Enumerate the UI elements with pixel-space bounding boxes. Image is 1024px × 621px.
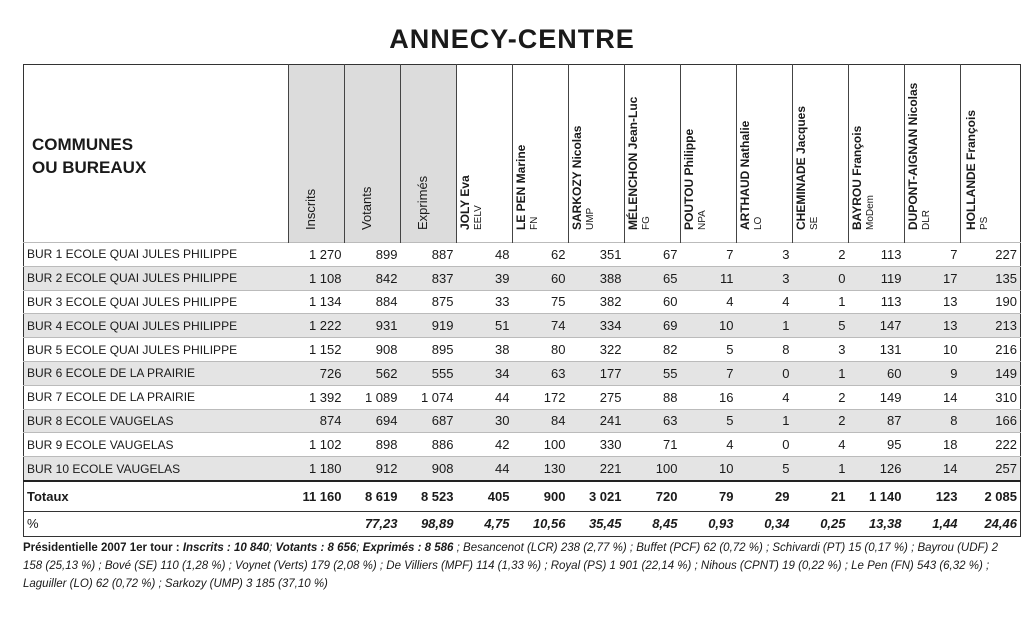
cell-4: 30 <box>457 409 513 433</box>
cell-12: 1,44 <box>905 511 961 536</box>
footnote-lead: Présidentielle 2007 1er tour : <box>23 542 180 554</box>
cell-7: 63 <box>625 409 681 433</box>
cell-5: 75 <box>513 290 569 314</box>
cell-2: 908 <box>345 338 401 362</box>
cell-10: 1 <box>793 290 849 314</box>
cell-9: 3 <box>737 266 793 290</box>
cell-2: 912 <box>345 457 401 481</box>
cell-7: 65 <box>625 266 681 290</box>
cell-2: 898 <box>345 433 401 457</box>
cell-4: 33 <box>457 290 513 314</box>
page-title: ANNECY-CENTRE <box>389 24 635 54</box>
cell-12: 14 <box>905 457 961 481</box>
cell-9: 4 <box>737 385 793 409</box>
cell-12: 13 <box>905 314 961 338</box>
cell-10: 4 <box>793 433 849 457</box>
cell-12: 17 <box>905 266 961 290</box>
cell-8: 4 <box>681 290 737 314</box>
cell-3: 895 <box>401 338 457 362</box>
cell-11: 113 <box>849 243 905 267</box>
cell-9: 8 <box>737 338 793 362</box>
cell-1: 11 160 <box>289 481 345 512</box>
cell-3: 687 <box>401 409 457 433</box>
row-label: BUR 8 ECOLE VAUGELAS <box>24 409 289 433</box>
header-row <box>24 65 1021 243</box>
row-label: BUR 2 ECOLE QUAI JULES PHILIPPE <box>24 266 289 290</box>
cell-12: 14 <box>905 385 961 409</box>
cell-13: 149 <box>961 361 1021 385</box>
cell-9: 0 <box>737 433 793 457</box>
cell-12: 8 <box>905 409 961 433</box>
cell-8: 79 <box>681 481 737 512</box>
cell-4: 34 <box>457 361 513 385</box>
cell-1: 1 108 <box>289 266 345 290</box>
cell-3: 908 <box>401 457 457 481</box>
cell-7: 60 <box>625 290 681 314</box>
cell-3: 837 <box>401 266 457 290</box>
cell-13: 216 <box>961 338 1021 362</box>
cell-3: 1 074 <box>401 385 457 409</box>
cell-8: 16 <box>681 385 737 409</box>
cell-13: 24,46 <box>961 511 1021 536</box>
cell-11: 113 <box>849 290 905 314</box>
cell-10: 1 <box>793 361 849 385</box>
table-row <box>24 290 1021 314</box>
cell-6: 221 <box>569 457 625 481</box>
cell-10: 0 <box>793 266 849 290</box>
cell-1 <box>289 511 345 536</box>
column-header-votants: Votants <box>345 65 401 243</box>
table-row <box>24 385 1021 409</box>
row-label: BUR 10 ECOLE VAUGELAS <box>24 457 289 481</box>
cell-1: 1 134 <box>289 290 345 314</box>
cell-1: 1 152 <box>289 338 345 362</box>
cell-2: 77,23 <box>345 511 401 536</box>
cell-8: 11 <box>681 266 737 290</box>
cell-8: 7 <box>681 243 737 267</box>
cell-11: 126 <box>849 457 905 481</box>
cell-2: 931 <box>345 314 401 338</box>
cell-10: 0,25 <box>793 511 849 536</box>
cell-6: 330 <box>569 433 625 457</box>
cell-11: 149 <box>849 385 905 409</box>
communes-header <box>24 65 289 243</box>
cell-12: 10 <box>905 338 961 362</box>
cell-11: 147 <box>849 314 905 338</box>
cell-7: 100 <box>625 457 681 481</box>
cell-13: 190 <box>961 290 1021 314</box>
totals-row <box>24 481 1021 512</box>
cell-9: 3 <box>737 243 793 267</box>
cell-5: 900 <box>513 481 569 512</box>
cell-1: 1 270 <box>289 243 345 267</box>
cell-13: 2 085 <box>961 481 1021 512</box>
table-row <box>24 338 1021 362</box>
cell-5: 80 <box>513 338 569 362</box>
column-header-bayrou: BAYROU François MoDem <box>849 65 905 243</box>
cell-5: 84 <box>513 409 569 433</box>
cell-10: 2 <box>793 409 849 433</box>
cell-5: 130 <box>513 457 569 481</box>
footnote-votants: Votants : 8 656 <box>275 542 357 554</box>
cell-2: 1 089 <box>345 385 401 409</box>
cell-2: 884 <box>345 290 401 314</box>
cell-9: 5 <box>737 457 793 481</box>
column-header-joly: JOLY Eva EELV <box>457 65 513 243</box>
percent-row <box>24 511 1021 536</box>
row-label: BUR 4 ECOLE QUAI JULES PHILIPPE <box>24 314 289 338</box>
communes-header-line1: COMMUNES <box>32 135 134 154</box>
column-header-dupont-aignan: DUPONT-AIGNAN Nicolas DLR <box>905 65 961 243</box>
footnote: Présidentielle 2007 1er tour : Inscrits : 10 840; Votants : 8 656; Exprimés : 8 586 ; Besancenot (LCR) 238 (2,77 %) ; Buffet (PCF) 62 (0,72 %) ; Schivardi (PT) 15 (0,17 %) ; Bayrou (UDF) 2 158 (25,13 %) ; Bové (SE) 110 (1,28 %) ; Voynet (Verts) 179 (2,08 %) ; De Villiers (MPF) 114 (1,33 %) ; Royal (PS) 1 901 (22,14 %) ; Nihous (CPNT) 19 (0,22 %) ; Le Pen (FN) 543 (6,32 %) ; Laguiller (LO) 62 (0,72 %) ; Sarkozy (UMP) 3 185 (37,10 %) <box>23 542 998 590</box>
cell-4: 51 <box>457 314 513 338</box>
cell-5: 62 <box>513 243 569 267</box>
cell-3: 875 <box>401 290 457 314</box>
cell-8: 0,93 <box>681 511 737 536</box>
cell-3: 8 523 <box>401 481 457 512</box>
cell-6: 351 <box>569 243 625 267</box>
table-row <box>24 409 1021 433</box>
cell-3: 919 <box>401 314 457 338</box>
cell-6: 388 <box>569 266 625 290</box>
cell-7: 71 <box>625 433 681 457</box>
cell-9: 0,34 <box>737 511 793 536</box>
cell-12: 7 <box>905 243 961 267</box>
cell-8: 5 <box>681 409 737 433</box>
cell-8: 4 <box>681 433 737 457</box>
cell-9: 1 <box>737 409 793 433</box>
cell-13: 135 <box>961 266 1021 290</box>
cell-12: 9 <box>905 361 961 385</box>
cell-4: 405 <box>457 481 513 512</box>
cell-13: 222 <box>961 433 1021 457</box>
cell-2: 899 <box>345 243 401 267</box>
cell-5: 10,56 <box>513 511 569 536</box>
cell-7: 8,45 <box>625 511 681 536</box>
cell-7: 67 <box>625 243 681 267</box>
cell-5: 172 <box>513 385 569 409</box>
cell-12: 123 <box>905 481 961 512</box>
row-label: % <box>24 511 289 536</box>
column-header-inscrits: Inscrits <box>289 65 345 243</box>
cell-7: 55 <box>625 361 681 385</box>
cell-10: 1 <box>793 457 849 481</box>
cell-10: 5 <box>793 314 849 338</box>
communes-header-line2: OU BUREAUX <box>32 158 147 177</box>
cell-2: 562 <box>345 361 401 385</box>
cell-7: 720 <box>625 481 681 512</box>
column-header-poutou: POUTOU Philippe NPA <box>681 65 737 243</box>
cell-4: 44 <box>457 457 513 481</box>
cell-4: 38 <box>457 338 513 362</box>
cell-6: 241 <box>569 409 625 433</box>
cell-13: 166 <box>961 409 1021 433</box>
cell-11: 119 <box>849 266 905 290</box>
cell-6: 382 <box>569 290 625 314</box>
cell-2: 694 <box>345 409 401 433</box>
cell-1: 1 180 <box>289 457 345 481</box>
cell-4: 44 <box>457 385 513 409</box>
cell-11: 87 <box>849 409 905 433</box>
cell-7: 82 <box>625 338 681 362</box>
cell-6: 322 <box>569 338 625 362</box>
cell-5: 60 <box>513 266 569 290</box>
cell-10: 3 <box>793 338 849 362</box>
results-table <box>23 64 1021 537</box>
row-label: Totaux <box>24 481 289 512</box>
results-body <box>24 243 1021 537</box>
cell-4: 48 <box>457 243 513 267</box>
cell-2: 842 <box>345 266 401 290</box>
cell-1: 1 392 <box>289 385 345 409</box>
cell-9: 29 <box>737 481 793 512</box>
table-row <box>24 243 1021 267</box>
cell-10: 2 <box>793 243 849 267</box>
row-label: BUR 7 ECOLE DE LA PRAIRIE <box>24 385 289 409</box>
row-label: BUR 3 ECOLE QUAI JULES PHILIPPE <box>24 290 289 314</box>
table-row <box>24 266 1021 290</box>
column-header-sarkozy: SARKOZY Nicolas UMP <box>569 65 625 243</box>
cell-9: 0 <box>737 361 793 385</box>
cell-11: 131 <box>849 338 905 362</box>
cell-5: 63 <box>513 361 569 385</box>
cell-1: 1 222 <box>289 314 345 338</box>
row-label: BUR 9 ECOLE VAUGELAS <box>24 433 289 457</box>
cell-6: 275 <box>569 385 625 409</box>
column-header-arthaud: ARTHAUD Nathalie LO <box>737 65 793 243</box>
cell-13: 310 <box>961 385 1021 409</box>
table-row <box>24 361 1021 385</box>
cell-11: 60 <box>849 361 905 385</box>
cell-11: 95 <box>849 433 905 457</box>
footnote-inscrits: Inscrits : 10 840 <box>182 542 270 554</box>
table-row <box>24 433 1021 457</box>
cell-1: 874 <box>289 409 345 433</box>
cell-11: 1 140 <box>849 481 905 512</box>
cell-12: 13 <box>905 290 961 314</box>
table-row <box>24 457 1021 481</box>
cell-6: 3 021 <box>569 481 625 512</box>
footnote-candidates: Besancenot (LCR) 238 (2,77 %) ; Buffet (PCF) 62 (0,72 %) ; Schivardi (PT) 15 (0,17 %) ; Bayrou (UDF) 2 158 (25,13 %) ; Bové (SE) 110 (1,28 %) ; Voynet (Verts) 179 (2,08 %) ; De Villiers (MPF) 114 (1,33 %) ; Royal (PS) 1 901 (22,14 %) ; Nihous (CPNT) 19 (0,22 %) ; Le Pen (FN) 543 (6,32 %) ; Laguiller (LO) 62 (0,72 %) ; Sarkozy (UMP) 3 185 (37,10 %) <box>23 542 998 590</box>
cell-6: 334 <box>569 314 625 338</box>
cell-9: 1 <box>737 314 793 338</box>
cell-13: 227 <box>961 243 1021 267</box>
cell-12: 18 <box>905 433 961 457</box>
column-header-exprimes: Exprimés <box>401 65 457 243</box>
column-header-le-pen: LE PEN Marine FN <box>513 65 569 243</box>
cell-8: 7 <box>681 361 737 385</box>
row-label: BUR 6 ECOLE DE LA PRAIRIE <box>24 361 289 385</box>
cell-3: 98,89 <box>401 511 457 536</box>
cell-1: 726 <box>289 361 345 385</box>
column-header-cheminade: CHEMINADE Jacques SE <box>793 65 849 243</box>
cell-13: 257 <box>961 457 1021 481</box>
cell-10: 21 <box>793 481 849 512</box>
cell-9: 4 <box>737 290 793 314</box>
column-header-hollande: HOLLANDE François PS <box>961 65 1021 243</box>
cell-8: 10 <box>681 314 737 338</box>
cell-1: 1 102 <box>289 433 345 457</box>
cell-4: 4,75 <box>457 511 513 536</box>
column-header-melenchon: MÉLENCHON Jean-Luc FG <box>625 65 681 243</box>
cell-13: 213 <box>961 314 1021 338</box>
footnote-exprimes: Exprimés : 8 586 <box>362 542 454 554</box>
cell-8: 5 <box>681 338 737 362</box>
cell-3: 887 <box>401 243 457 267</box>
cell-6: 177 <box>569 361 625 385</box>
cell-5: 100 <box>513 433 569 457</box>
cell-7: 69 <box>625 314 681 338</box>
table-row <box>24 314 1021 338</box>
cell-2: 8 619 <box>345 481 401 512</box>
row-label: BUR 1 ECOLE QUAI JULES PHILIPPE <box>24 243 289 267</box>
cell-11: 13,38 <box>849 511 905 536</box>
cell-5: 74 <box>513 314 569 338</box>
cell-3: 555 <box>401 361 457 385</box>
row-label: BUR 5 ECOLE QUAI JULES PHILIPPE <box>24 338 289 362</box>
cell-3: 886 <box>401 433 457 457</box>
cell-4: 42 <box>457 433 513 457</box>
cell-6: 35,45 <box>569 511 625 536</box>
cell-7: 88 <box>625 385 681 409</box>
cell-4: 39 <box>457 266 513 290</box>
cell-10: 2 <box>793 385 849 409</box>
cell-8: 10 <box>681 457 737 481</box>
